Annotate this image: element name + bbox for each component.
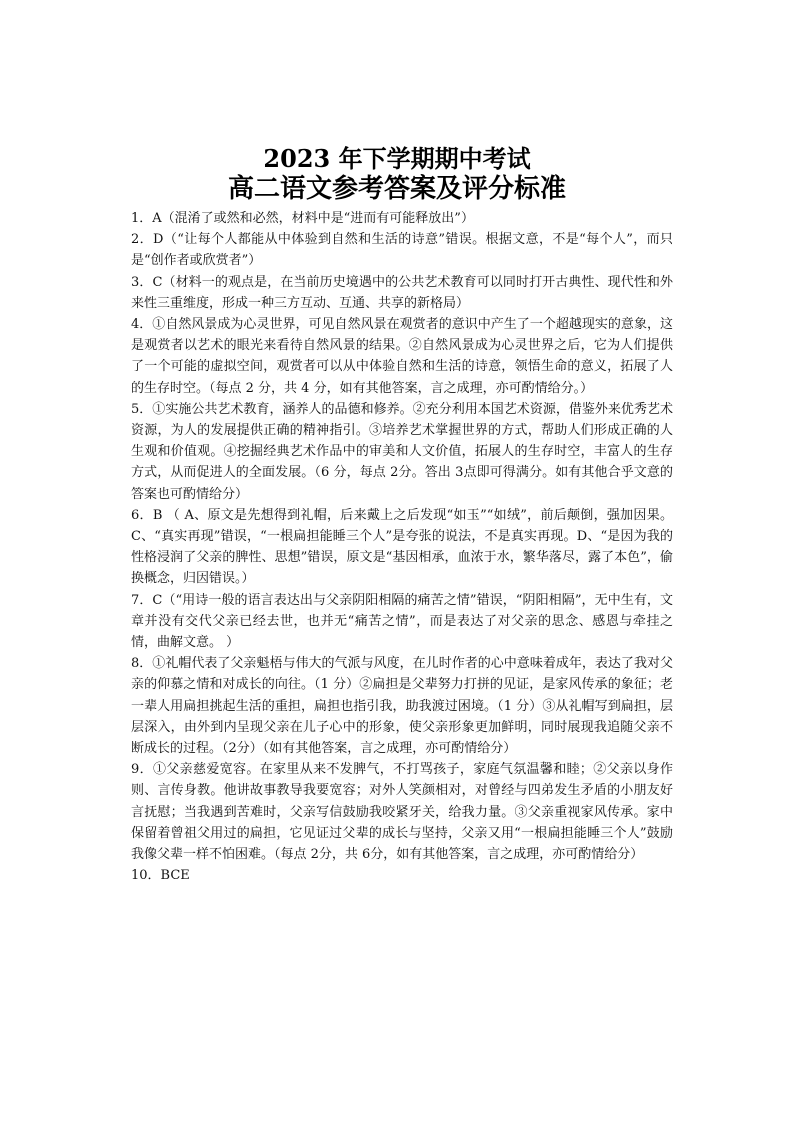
answer-item-7: 7．C（“用诗一般的语言表达出与父亲阴阳相隔的痛苦之情”错误，“阴阳相隔”，无中生有，文章并没有交代父亲已经去世，也并无“痛苦之情”，而是表达了对父亲的思念、感恩与牵挂之情，曲解文意。 ） xyxy=(131,592,673,651)
answer-key-subtitle: 高二语文参考答案及评分标准 xyxy=(227,174,566,204)
answer-item-4: 4．①自然风景成为心灵世界，可见自然风景在观赏者的意识中产生了一个超越现实的意象，这是观赏者以艺术的眼光来看待自然风景的结果。②自然风景成为心灵世界之后，它为人们提供了一个可能的虚拟空间，观赏者可以从中体验自然和生活的诗意，领悟生命的意义，拓展了人的生存时空。（每点 2 分，共 4 分，如有其他答案，言之成理，亦可酌情给分。） xyxy=(131,317,673,396)
answer-item-9: 9．①父亲慈爱宽容。在家里从来不发脾气，不打骂孩子，家庭气氛温馨和睦；②父亲以身作则、言传身教。他讲故事教导我要宽容；对外人笑颜相对，对曾经与四弟发生矛盾的小朋友好言抚慰；当我遇到苦难时，父亲写信鼓励我咬紧牙关，给我力量。③父亲重视家风传承。家中保留着曾祖父用过的扁担，它见证过父辈的成长与坚持，父亲又用“一根扁担能睡三个人”鼓励我像父辈一样不怕困难。（每点 2分，共 6分，如有其他答案，言之成理，亦可酌情给分） xyxy=(131,762,673,863)
exam-title: 2023 年下学期期中考试 xyxy=(263,144,531,173)
answer-item-5: 5．①实施公共艺术教育，涵养人的品德和修养。②充分利用本国艺术资源，借鉴外来优秀艺术资源，为人的发展提供正确的精神指引。③培养艺术掌握世界的方式，帮助人们形成正确的人生观和价值观。④挖掘经典艺术作品中的审美和人文价值，拓展人的生存时空，丰富人的生存方式，从而促进人的全面发展。（6 分，每点 2分。答出 3点即可得满分。如有其他合乎文意的答案也可酌情给分） xyxy=(131,401,673,502)
answer-item-3: 3．C（材料一的观点是，在当前历史境遇中的公共艺术教育可以同时打开古典性、现代性和外来性三重维度，形成一种三方互动、互通、共享的新格局） xyxy=(131,274,673,311)
answer-item-1: 1．A（混淆了或然和必然，材料中是“进而有可能释放出”） xyxy=(131,211,474,226)
answer-list xyxy=(131,208,673,887)
answer-item-2: 2．D（“让每个人都能从中体验到自然和生活的诗意”错误。根据文意，不是“每个人”，而只是“创作者或欣赏者”） xyxy=(131,232,673,269)
answer-item-10: 10．BCE xyxy=(131,868,190,884)
answer-item-8: 8．①礼帽代表了父亲魁梧与伟大的气派与风度，在儿时作者的心中意味着成年，表达了我对父亲的仰慕之情和对成长的向往。（1 分）②扁担是父辈努力打拼的见证，是家风传承的象征；老一辈人用扁担挑起生活的重担，扁担也指引我，助我渡过困境。（1 分）③从礼帽写到扁担，层层深入，由外到内呈现父亲在儿子心中的形象，使父亲形象更加鲜明，同时展现我追随父亲不断成长的过程。（2分）（如有其他答案，言之成理，亦可酌情给分） xyxy=(131,656,673,757)
answer-item-6: 6．B （ A、原文是先想得到礼帽，后来戴上之后发现“如玉”“如绒”，前后颠倒，强加因果。C、“真实再现”错误，“一根扁担能睡三个人”是夸张的说法，不是真实再现。D、“是因为我的性格浸润了父亲的脾性、思想”错误，原文是“基因相承，血浓于水，繁华落尽，露了本色”，偷换概念，归因错误。） xyxy=(131,507,673,587)
